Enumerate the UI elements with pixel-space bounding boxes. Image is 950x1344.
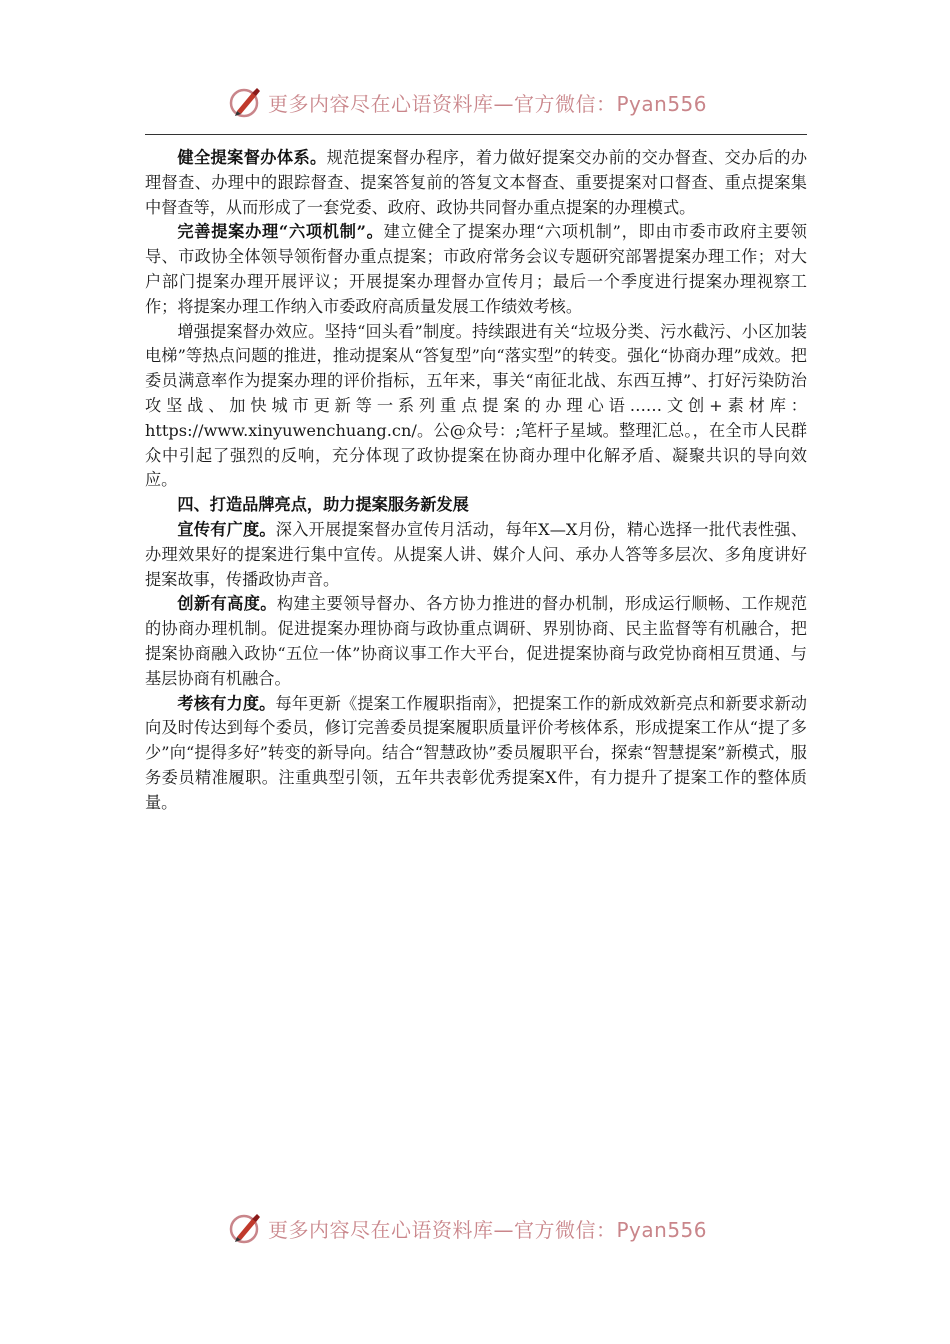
paragraph-text: 构建主要领导督办、各方协力推进的督办机制，形成运行顺畅、工作规范的协商办理机制。促进提案办理协商与政协重点调研、界别协商、民主监督等有机融合，把提案协商融入政协“五位一体”协商议事工作大平台，促进提案协商与政党协商相互贯通、与基层协商有机融合。 [145, 594, 808, 688]
header-banner-text: 更多内容尽在心语资料库—官方微信：Pyan556 [268, 91, 708, 116]
paragraph-publicity [145, 518, 807, 592]
section-heading-brand [145, 493, 807, 518]
pen-seal-logo-icon [228, 85, 262, 119]
document-body [145, 146, 807, 816]
paragraph-assessment [145, 692, 807, 816]
paragraph-text: 深入开展提案督办宣传月活动，每年X—X月份，精心选择一批代表性强、办理效果好的提案进行集中宣传。从提案人讲、媒介人问、承办人答等多层次、多角度讲好提案故事，传播政协声音。 [145, 519, 808, 589]
paragraph-text: 增强提案督办效应。坚持“回头看”制度。持续跟进有关“垃圾分类、污水截污、小区加装电梯”等热点问题的推进，推动提案从“答复型”向“落实型”的转变。强化“协商办理”成效。把委员满意率作为提案办理的评价指标，五年来，事关“南征北战、东西互搏”、打好污染防治攻坚战、加快城市更新等一系列重点提案的办理心语……文创+素材库：https://www.xinyuwenchuang.cn/。公@众号：;笔杆子星域。整理汇总。，在全市人民群众中引起了强烈的反响，充分体现了政协提案在协商办理中化解矛盾、凝聚共识的导向效应。 [145, 321, 807, 490]
paragraph-supervision-effect [145, 320, 807, 494]
paragraph-text: 规范提案督办程序，着力做好提案交办前的交办督查、交办后的办理督查、办理中的跟踪督查、提案答复前的答复文本督查、重要提案对口督查、重点提案集中督查等，从而形成了一套党委、政府、政协共同督办重点提案的办理模式。 [145, 148, 808, 217]
paragraph-six-mechanisms [145, 220, 807, 319]
paragraph-heading: 完善提案办理“六项机制”。 [177, 222, 384, 242]
section-heading-text: 四、打造品牌亮点，助力提案服务新发展 [177, 495, 469, 515]
paragraph-heading: 健全提案督办体系。 [177, 148, 327, 167]
footer-banner [228, 1208, 748, 1248]
paragraph-text: 每年更新《提案工作履职指南》，把提案工作的新成效新亮点和新要求新动向及时传达到每个委员，修订完善委员提案履职质量评价考核体系，形成提案工作从“提了多少”向“提得多好”转变的新导向。结合“智慧政协”委员履职平台，探索“智慧提案”新模式，服务委员精准履职。注重典型引领，五年共表彰优秀提案X件，有力提升了提案工作的整体质量。 [145, 693, 807, 812]
paragraph-heading: 考核有力度。 [177, 693, 276, 713]
paragraph-text: 建立健全了提案办理“六项机制”，即由市委市政府主要领导、市政协全体领导领衔督办重点提案；市政府常务会议专题研究部署提案办理工作；对大户部门提案办理开展评议；开展提案办理督办宣传月；最后一个季度进行提案办理视察工作；将提案办理工作纳入市委政府高质量发展工作绩效考核。 [145, 222, 807, 316]
paragraph-heading: 宣传有广度。 [177, 519, 276, 539]
paragraph-supervision-system [145, 146, 807, 220]
pen-seal-logo-icon [228, 1211, 262, 1245]
paragraph-innovation [145, 592, 807, 691]
header-divider [145, 134, 807, 135]
paragraph-heading: 创新有高度。 [177, 594, 277, 614]
footer-banner-text: 更多内容尽在心语资料库—官方微信：Pyan556 [268, 1217, 708, 1242]
header-banner [228, 82, 748, 122]
